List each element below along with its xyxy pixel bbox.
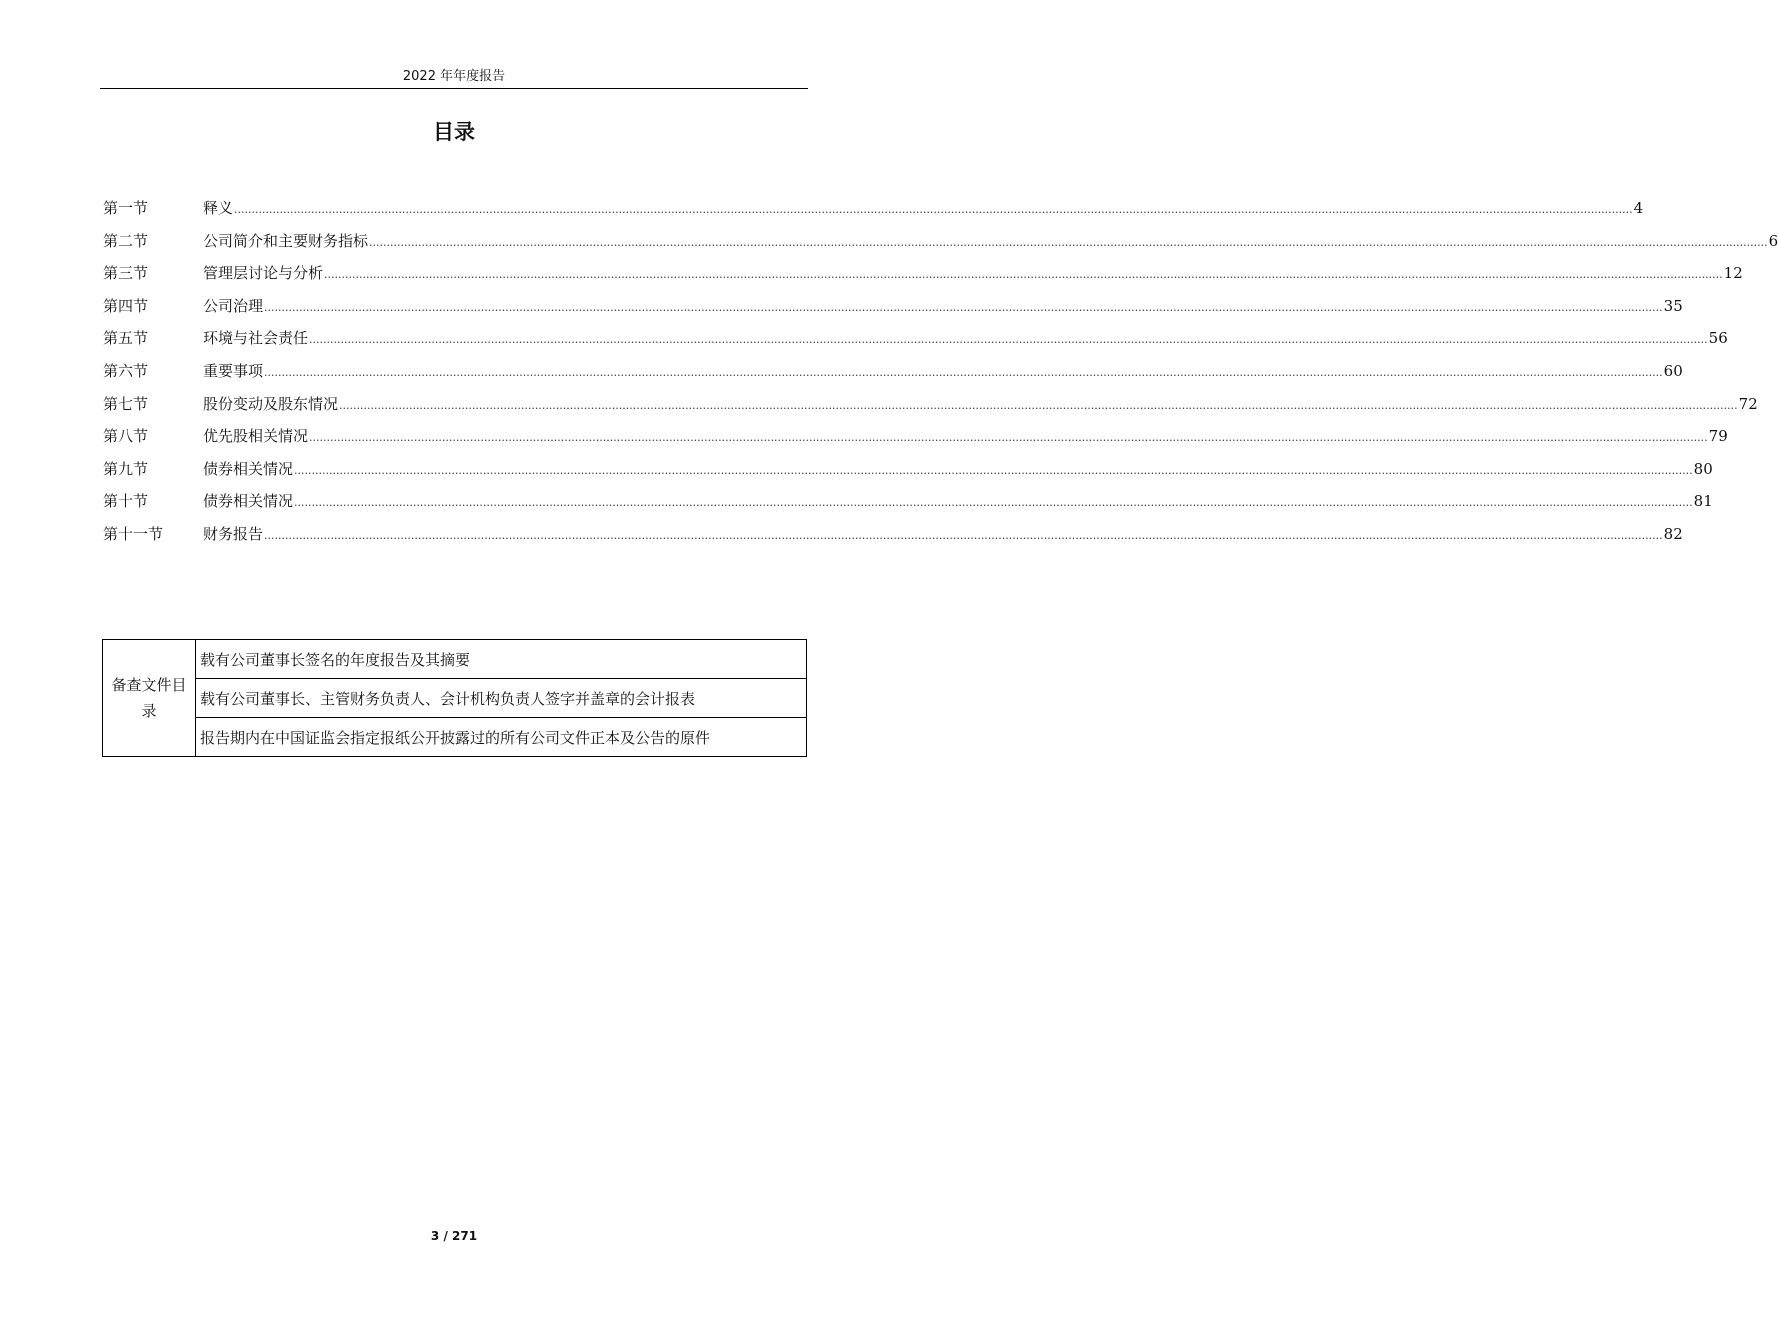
toc-page-number: 4 — [1633, 199, 1644, 217]
toc-entry[interactable] — [103, 225, 1778, 258]
toc-page-number: 80 — [1693, 459, 1713, 478]
toc-section-number: 第三节 — [103, 264, 149, 283]
table-row — [103, 679, 807, 718]
toc-section-number: 第七节 — [103, 394, 149, 413]
toc-leader-dots: ................................................................................................................................................................................................................................................................................................................................................................................................................ — [234, 203, 1633, 216]
toc-leader-dots: ................................................................................................................................................................................................................................................................................................................................................................................................................ — [294, 496, 1693, 510]
toc-section-title: 优先股相关情况 — [203, 427, 309, 446]
toc-leader-dots: ................................................................................................................................................................................................................................................................................................................................................................................................................ — [264, 300, 1663, 314]
toc-section-number: 第二节 — [103, 231, 149, 250]
toc-leader-dots: ................................................................................................................................................................................................................................................................................................................................................................................................................ — [294, 463, 1693, 477]
reference-docs-label: 备查文件目录 — [103, 640, 196, 757]
toc-entry[interactable] — [103, 192, 1644, 225]
toc-section-number: 第十节 — [103, 492, 149, 511]
toc-section-title: 债券相关情况 — [203, 459, 294, 478]
page-title: 目录 — [433, 120, 475, 144]
toc-leader-dots: ................................................................................................................................................................................................................................................................................................................................................................................................................ — [339, 398, 1738, 412]
table-of-contents — [103, 192, 1778, 551]
toc-section-title: 释义 — [203, 199, 234, 217]
toc-page-number: 72 — [1738, 394, 1758, 413]
toc-page-number: 79 — [1708, 427, 1728, 446]
toc-section-title: 股份变动及股东情况 — [203, 394, 339, 413]
toc-section-title: 重要事项 — [203, 361, 264, 380]
toc-section-title: 公司简介和主要财务指标 — [203, 231, 369, 250]
toc-page-number: 6 — [1768, 231, 1778, 250]
running-header: 2022 年年度报告 — [402, 69, 506, 84]
toc-entry[interactable] — [103, 290, 1683, 323]
toc-leader-dots: ................................................................................................................................................................................................................................................................................................................................................................................................................ — [264, 528, 1663, 542]
toc-leader-dots: ................................................................................................................................................................................................................................................................................................................................................................................................................ — [309, 431, 1708, 445]
toc-section-title: 公司治理 — [203, 296, 264, 315]
toc-section-number: 第六节 — [103, 361, 149, 380]
toc-section-number: 第八节 — [103, 427, 149, 446]
reference-documents-table — [102, 639, 807, 757]
toc-page-number: 82 — [1663, 524, 1683, 543]
table-row — [103, 640, 807, 679]
toc-entry[interactable] — [103, 518, 1683, 551]
toc-section-title: 债券相关情况 — [203, 492, 294, 511]
toc-entry[interactable] — [103, 355, 1683, 388]
toc-leader-dots: ................................................................................................................................................................................................................................................................................................................................................................................................................ — [369, 235, 1768, 249]
toc-entry[interactable] — [103, 257, 1743, 290]
toc-entry[interactable] — [103, 453, 1713, 486]
toc-entry[interactable] — [103, 420, 1728, 453]
toc-section-number: 第四节 — [103, 296, 149, 315]
table-row — [103, 718, 807, 757]
toc-section-number: 第五节 — [103, 329, 149, 348]
toc-section-number: 第一节 — [103, 199, 149, 217]
toc-entry[interactable] — [103, 485, 1713, 518]
header-rule — [100, 88, 808, 89]
toc-leader-dots: ................................................................................................................................................................................................................................................................................................................................................................................................................ — [264, 365, 1663, 379]
reference-doc-item: 载有公司董事长、主管财务负责人、会计机构负责人签字并盖章的会计报表 — [196, 679, 807, 718]
toc-page-number: 60 — [1663, 361, 1683, 380]
toc-leader-dots: ................................................................................................................................................................................................................................................................................................................................................................................................................ — [309, 333, 1708, 347]
toc-section-title: 环境与社会责任 — [203, 329, 309, 348]
toc-section-title: 财务报告 — [203, 524, 264, 543]
toc-section-number: 第九节 — [103, 459, 149, 478]
toc-page-number: 35 — [1663, 296, 1683, 315]
toc-leader-dots: ................................................................................................................................................................................................................................................................................................................................................................................................................ — [324, 268, 1723, 282]
toc-page-number: 56 — [1708, 329, 1728, 348]
toc-page-number: 81 — [1693, 492, 1713, 511]
toc-section-title: 管理层讨论与分析 — [203, 264, 324, 283]
toc-entry[interactable] — [103, 388, 1758, 421]
reference-doc-item: 载有公司董事长签名的年度报告及其摘要 — [196, 640, 807, 679]
toc-page-number: 12 — [1723, 264, 1743, 283]
page-number-footer: 3 / 271 — [430, 1229, 478, 1243]
toc-section-number: 第十一节 — [103, 524, 164, 543]
reference-doc-item: 报告期内在中国证监会指定报纸公开披露过的所有公司文件正本及公告的原件 — [196, 718, 807, 757]
toc-entry[interactable] — [103, 322, 1728, 355]
